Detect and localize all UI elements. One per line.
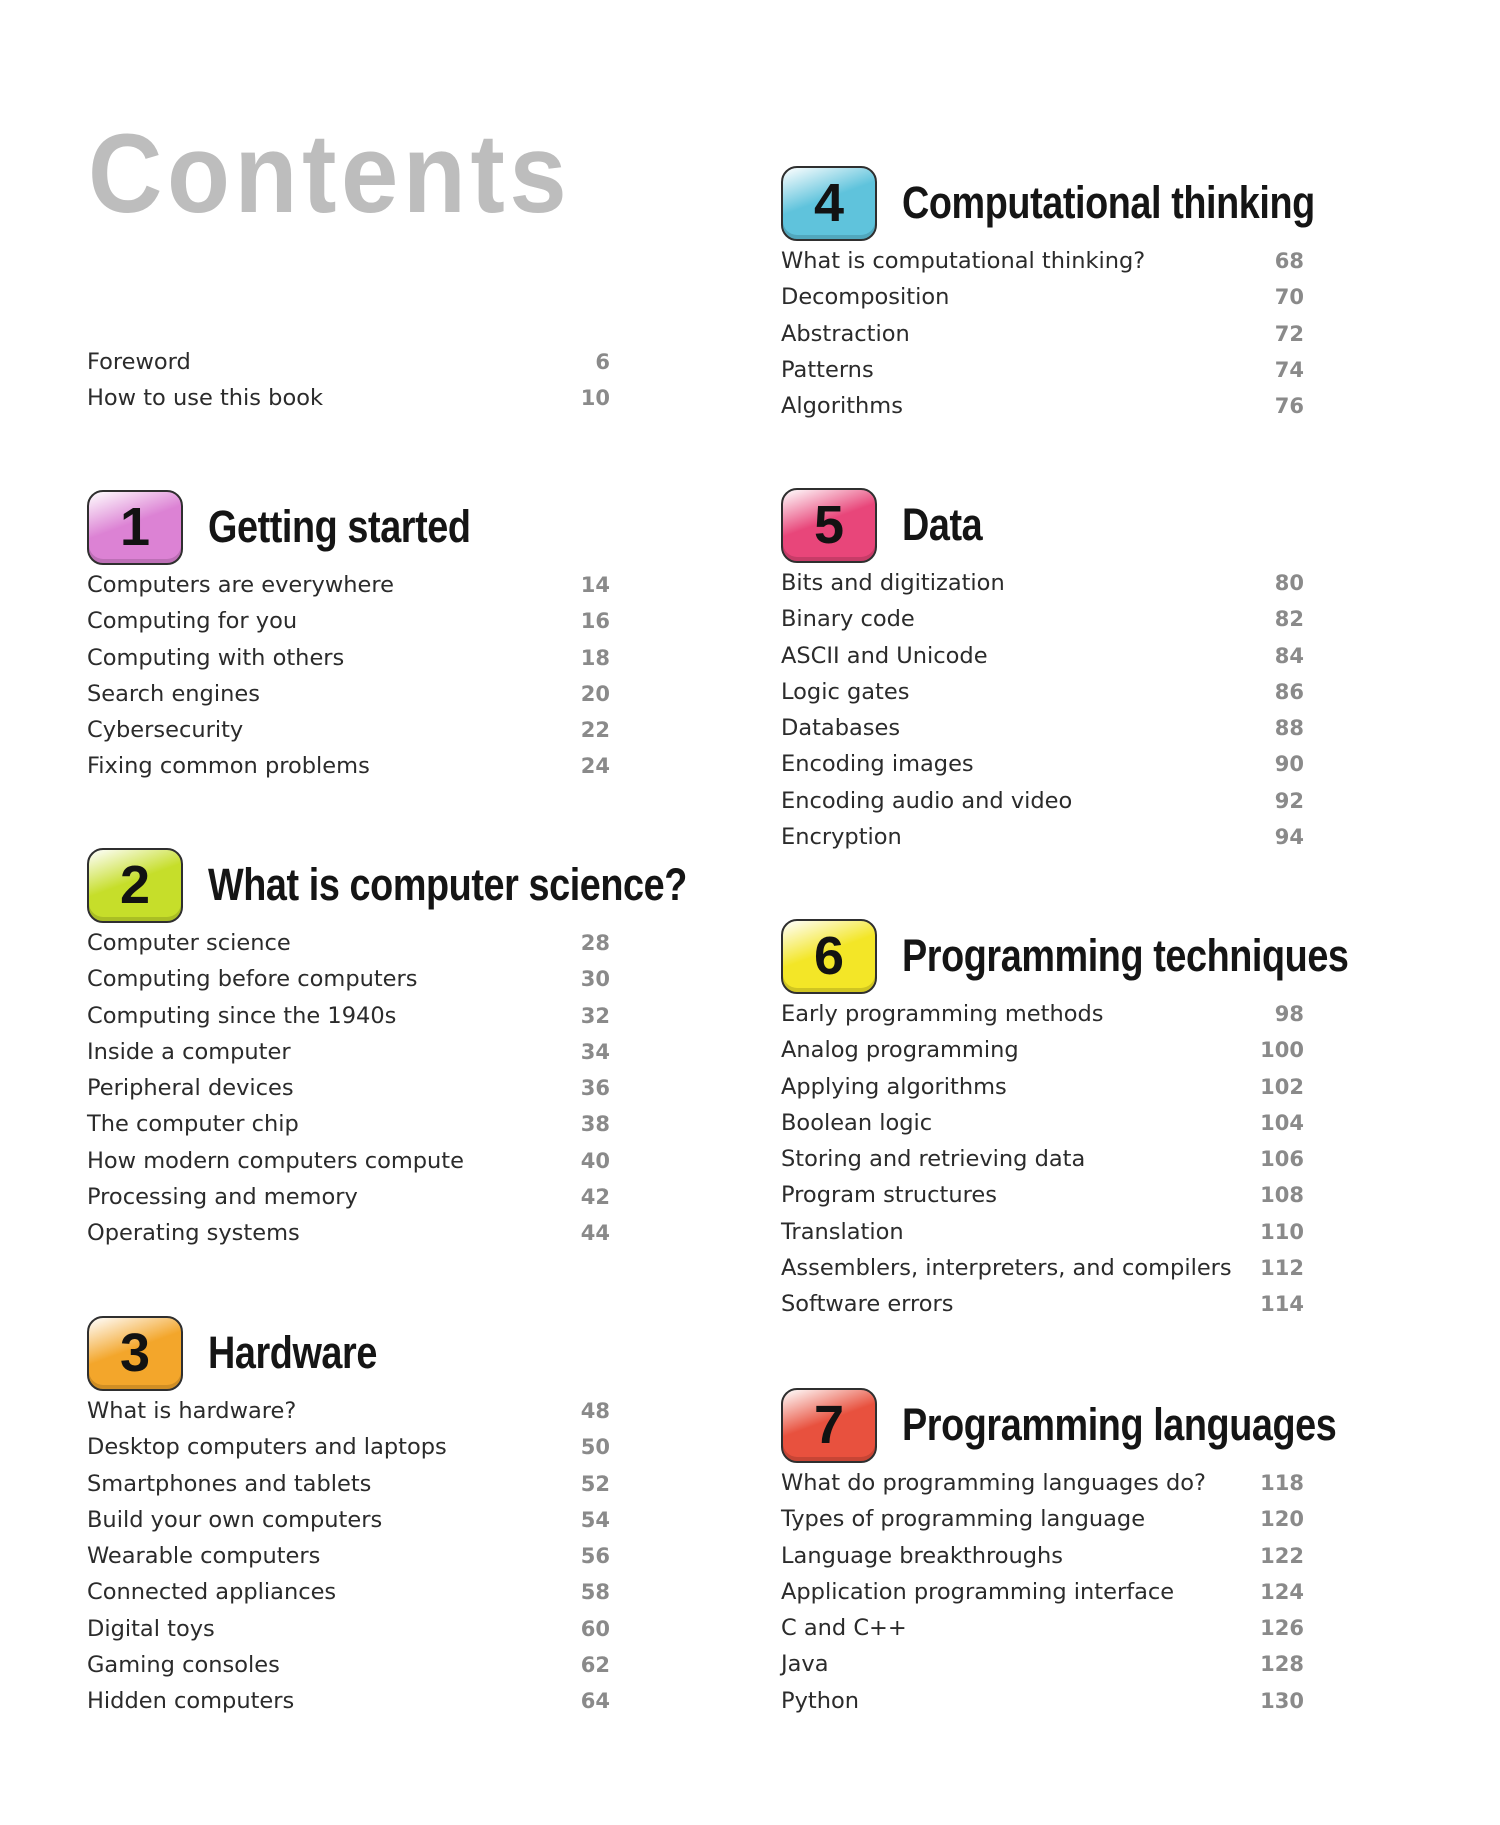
entry-page-number: 30 bbox=[580, 967, 610, 992]
entry-title: Bits and digitization bbox=[781, 570, 1005, 596]
toc-entry bbox=[87, 1647, 612, 1683]
entry-title: Computing since the 1940s bbox=[87, 1002, 397, 1029]
section-title: Programming techniques bbox=[902, 930, 1349, 981]
entry-page-number: 50 bbox=[580, 1435, 610, 1460]
entry-page-number: 10 bbox=[580, 386, 610, 411]
entry-title: What is computational thinking? bbox=[781, 248, 1146, 274]
toc-entry bbox=[781, 1646, 1306, 1682]
toc-entry bbox=[781, 1214, 1306, 1250]
entry-page-number: 86 bbox=[1274, 679, 1304, 704]
toc-entry bbox=[87, 1179, 612, 1215]
entry-title: Patterns bbox=[781, 356, 874, 383]
toc-entry bbox=[781, 279, 1306, 315]
entry-title: Computer science bbox=[87, 930, 291, 956]
toc-entry bbox=[87, 1502, 612, 1538]
entry-title: Build your own computers bbox=[87, 1506, 383, 1533]
entry-page-number: 44 bbox=[580, 1221, 610, 1246]
front-matter bbox=[87, 344, 612, 417]
entry-page-number: 16 bbox=[580, 609, 610, 634]
toc-entry bbox=[87, 603, 612, 639]
toc-entry bbox=[87, 676, 612, 712]
toc-entry bbox=[781, 746, 1306, 782]
toc-entry bbox=[781, 996, 1306, 1032]
toc-entry bbox=[87, 748, 612, 784]
section-title: Computational thinking bbox=[902, 177, 1315, 228]
section-entries bbox=[87, 567, 612, 785]
entry-page-number: 122 bbox=[1260, 1543, 1304, 1568]
entry-page-number: 104 bbox=[1260, 1110, 1304, 1135]
entry-page-number: 108 bbox=[1260, 1183, 1304, 1208]
entry-page-number: 120 bbox=[1260, 1507, 1304, 1532]
entry-title: Databases bbox=[781, 715, 901, 742]
toc-entry bbox=[781, 710, 1306, 746]
toc-entry bbox=[781, 316, 1306, 352]
toc-entry bbox=[781, 1683, 1306, 1719]
entry-title: Binary code bbox=[781, 606, 915, 633]
toc-entry bbox=[87, 1215, 612, 1251]
entry-title: Encryption bbox=[781, 824, 902, 851]
toc-entry bbox=[781, 1574, 1306, 1610]
toc-entry bbox=[87, 712, 612, 748]
entry-title: What do programming languages do? bbox=[781, 1470, 1206, 1496]
entry-page-number: 76 bbox=[1274, 394, 1304, 419]
section-entries bbox=[87, 925, 612, 1252]
toc-entry bbox=[781, 1501, 1306, 1537]
toc-entry bbox=[781, 1105, 1306, 1141]
section-title: Data bbox=[902, 499, 983, 550]
entry-page-number: 60 bbox=[580, 1616, 610, 1641]
section-header bbox=[781, 485, 1306, 565]
entry-page-number: 102 bbox=[1260, 1074, 1304, 1099]
entry-title: How modern computers compute bbox=[87, 1147, 464, 1174]
toc-entry bbox=[781, 388, 1306, 424]
section-title: Programming languages bbox=[902, 1399, 1337, 1450]
entry-title: Computing for you bbox=[87, 608, 298, 635]
entry-title: Inside a computer bbox=[87, 1038, 291, 1065]
toc-entry bbox=[781, 819, 1306, 855]
toc-entry bbox=[781, 1069, 1306, 1105]
entry-title: Translation bbox=[781, 1218, 904, 1245]
entry-page-number: 14 bbox=[580, 573, 610, 597]
toc-entry bbox=[781, 1610, 1306, 1646]
entry-title: Encoding images bbox=[781, 751, 974, 778]
toc-entry bbox=[87, 1070, 612, 1106]
entry-page-number: 114 bbox=[1260, 1292, 1304, 1317]
toc-entry bbox=[781, 601, 1306, 637]
entry-page-number: 130 bbox=[1260, 1688, 1304, 1713]
entry-page-number: 24 bbox=[580, 754, 610, 779]
toc-entry bbox=[87, 567, 612, 603]
entry-title: Foreword bbox=[87, 349, 191, 375]
entry-title: ASCII and Unicode bbox=[781, 642, 988, 669]
entry-title: Gaming consoles bbox=[87, 1652, 280, 1679]
toc-entry bbox=[87, 1466, 612, 1502]
entry-page-number: 64 bbox=[580, 1689, 610, 1714]
toc-entry bbox=[781, 783, 1306, 819]
entry-page-number: 124 bbox=[1260, 1579, 1304, 1604]
entry-page-number: 56 bbox=[580, 1544, 610, 1569]
entry-title: Early programming methods bbox=[781, 1001, 1104, 1027]
section-title: Hardware bbox=[208, 1327, 377, 1378]
toc-entry bbox=[781, 1538, 1306, 1574]
section-number-badge: 2 bbox=[87, 848, 183, 923]
section-header bbox=[781, 916, 1349, 996]
entry-page-number: 6 bbox=[595, 350, 610, 374]
section-number-badge: 4 bbox=[781, 166, 877, 241]
entry-page-number: 72 bbox=[1274, 321, 1304, 346]
entry-page-number: 58 bbox=[580, 1580, 610, 1605]
front-matter-list bbox=[87, 344, 612, 417]
section-6 bbox=[781, 916, 1349, 1323]
entry-title: Desktop computers and laptops bbox=[87, 1434, 447, 1461]
entry-title: Application programming interface bbox=[781, 1578, 1175, 1605]
toc-entry bbox=[781, 1286, 1306, 1322]
entry-page-number: 42 bbox=[580, 1185, 610, 1210]
section-number-badge: 5 bbox=[781, 488, 877, 563]
toc-entry bbox=[781, 1465, 1306, 1501]
entry-page-number: 82 bbox=[1274, 607, 1304, 632]
toc-entry bbox=[781, 674, 1306, 710]
toc-entry bbox=[87, 998, 612, 1034]
section-number-badge: 6 bbox=[781, 919, 877, 994]
section-header bbox=[87, 845, 687, 925]
entry-title: Computing with others bbox=[87, 644, 345, 671]
entry-page-number: 112 bbox=[1260, 1256, 1304, 1281]
entry-page-number: 100 bbox=[1260, 1038, 1304, 1063]
toc-entry bbox=[87, 640, 612, 676]
entry-page-number: 98 bbox=[1274, 1002, 1304, 1026]
entry-page-number: 88 bbox=[1274, 716, 1304, 741]
entry-title: Cybersecurity bbox=[87, 717, 244, 744]
entry-page-number: 84 bbox=[1274, 643, 1304, 668]
section-1 bbox=[87, 487, 612, 785]
entry-page-number: 68 bbox=[1274, 249, 1304, 273]
entry-page-number: 62 bbox=[580, 1653, 610, 1678]
toc-entry bbox=[87, 925, 612, 961]
section-title: What is computer science? bbox=[208, 859, 687, 910]
entry-title: Program structures bbox=[781, 1182, 997, 1209]
toc-entry bbox=[781, 243, 1306, 279]
entry-page-number: 36 bbox=[580, 1076, 610, 1101]
entry-page-number: 18 bbox=[580, 645, 610, 670]
section-7 bbox=[781, 1385, 1337, 1719]
entry-title: Java bbox=[781, 1651, 829, 1678]
toc-entry bbox=[87, 1034, 612, 1070]
entry-title: Processing and memory bbox=[87, 1184, 358, 1211]
section-5 bbox=[781, 485, 1306, 855]
section-entries bbox=[781, 565, 1306, 855]
toc-entry bbox=[87, 1429, 612, 1465]
entry-page-number: 22 bbox=[580, 718, 610, 743]
entry-title: Smartphones and tablets bbox=[87, 1470, 372, 1497]
entry-page-number: 92 bbox=[1274, 788, 1304, 813]
section-header bbox=[781, 163, 1315, 243]
entry-title: Analog programming bbox=[781, 1037, 1019, 1064]
entry-page-number: 80 bbox=[1274, 571, 1304, 595]
entry-title: C and C++ bbox=[781, 1615, 907, 1642]
entry-page-number: 94 bbox=[1274, 825, 1304, 850]
entry-title: Computers are everywhere bbox=[87, 572, 394, 598]
entry-page-number: 106 bbox=[1260, 1147, 1304, 1172]
section-entries bbox=[781, 1465, 1306, 1719]
toc-entry bbox=[87, 1683, 612, 1719]
entry-title: Operating systems bbox=[87, 1220, 300, 1247]
entry-page-number: 70 bbox=[1274, 285, 1304, 310]
entry-title: Types of programming language bbox=[781, 1506, 1146, 1533]
toc-entry bbox=[781, 1032, 1306, 1068]
entry-page-number: 54 bbox=[580, 1507, 610, 1532]
entry-title: Applying algorithms bbox=[781, 1073, 1007, 1100]
entry-title: Hidden computers bbox=[87, 1688, 295, 1715]
entry-title: Search engines bbox=[87, 680, 260, 707]
entry-page-number: 110 bbox=[1260, 1219, 1304, 1244]
section-4 bbox=[781, 163, 1315, 424]
entry-page-number: 52 bbox=[580, 1471, 610, 1496]
entry-title: Decomposition bbox=[781, 284, 950, 311]
entry-title: Computing before computers bbox=[87, 966, 418, 993]
entry-page-number: 74 bbox=[1274, 357, 1304, 382]
section-number-badge: 7 bbox=[781, 1388, 877, 1463]
toc-entry bbox=[781, 638, 1306, 674]
entry-title: Boolean logic bbox=[781, 1109, 933, 1136]
toc-entry bbox=[87, 1143, 612, 1179]
section-entries bbox=[87, 1393, 612, 1720]
entry-title: The computer chip bbox=[87, 1111, 299, 1138]
entry-title: Assemblers, interpreters, and compilers bbox=[781, 1255, 1232, 1282]
entry-title: Fixing common problems bbox=[87, 753, 370, 780]
entry-title: Algorithms bbox=[781, 393, 903, 420]
entry-page-number: 38 bbox=[580, 1112, 610, 1137]
section-number-badge: 3 bbox=[87, 1316, 183, 1391]
entry-title: Logic gates bbox=[781, 678, 910, 705]
section-header bbox=[87, 1313, 612, 1393]
entry-page-number: 20 bbox=[580, 681, 610, 706]
toc-entry bbox=[87, 1611, 612, 1647]
entry-title: Storing and retrieving data bbox=[781, 1146, 1086, 1173]
entry-page-number: 48 bbox=[580, 1399, 610, 1423]
entry-page-number: 126 bbox=[1260, 1616, 1304, 1641]
entry-title: What is hardware? bbox=[87, 1398, 297, 1424]
toc-entry bbox=[87, 1538, 612, 1574]
toc-entry bbox=[87, 1574, 612, 1610]
section-2 bbox=[87, 845, 687, 1252]
toc-entry bbox=[87, 1393, 612, 1429]
entry-title: How to use this book bbox=[87, 385, 324, 412]
toc-entry bbox=[87, 380, 612, 416]
toc-entry bbox=[781, 1141, 1306, 1177]
entry-title: Abstraction bbox=[781, 320, 910, 347]
section-number-badge: 1 bbox=[87, 490, 183, 565]
entry-title: Encoding audio and video bbox=[781, 787, 1073, 814]
section-entries bbox=[781, 996, 1306, 1323]
entry-title: Wearable computers bbox=[87, 1543, 321, 1570]
entry-page-number: 118 bbox=[1260, 1471, 1304, 1495]
entry-title: Python bbox=[781, 1687, 859, 1714]
section-3 bbox=[87, 1313, 612, 1720]
toc-entry bbox=[87, 961, 612, 997]
toc-entry bbox=[781, 1177, 1306, 1213]
entry-title: Connected appliances bbox=[87, 1579, 337, 1606]
section-header bbox=[87, 487, 612, 567]
entry-title: Software errors bbox=[781, 1291, 954, 1318]
toc-entry bbox=[781, 1250, 1306, 1286]
toc-entry bbox=[781, 565, 1306, 601]
entry-title: Digital toys bbox=[87, 1615, 215, 1642]
section-title: Getting started bbox=[208, 501, 471, 552]
toc-entry bbox=[87, 1106, 612, 1142]
entry-page-number: 128 bbox=[1260, 1652, 1304, 1677]
entry-page-number: 32 bbox=[580, 1003, 610, 1028]
entry-title: Peripheral devices bbox=[87, 1075, 294, 1102]
entry-title: Language breakthroughs bbox=[781, 1542, 1064, 1569]
entry-page-number: 40 bbox=[580, 1148, 610, 1173]
toc-entry bbox=[87, 344, 612, 380]
section-header bbox=[781, 1385, 1337, 1465]
section-entries bbox=[781, 243, 1306, 424]
page-title: Contents bbox=[88, 111, 572, 236]
entry-page-number: 28 bbox=[580, 931, 610, 955]
entry-page-number: 90 bbox=[1274, 752, 1304, 777]
toc-entry bbox=[781, 352, 1306, 388]
entry-page-number: 34 bbox=[580, 1039, 610, 1064]
